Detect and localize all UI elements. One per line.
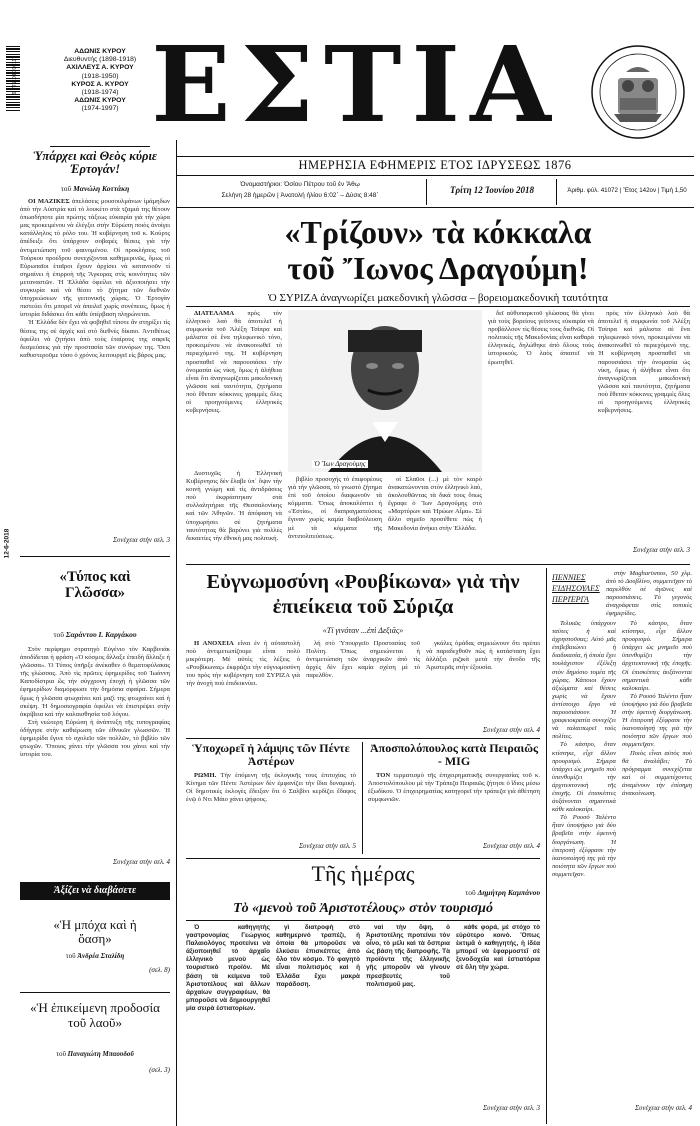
right-column-continued[interactable]: Συνέχεια στὴν σελ. 4: [635, 1104, 692, 1112]
day-byline-prefix: τοῦ: [465, 888, 476, 897]
issue-number: Ἀριθμ. φύλ. 41072 | Ἔτος 142ον | Τιμή 1,50: [567, 187, 687, 194]
typos-continued[interactable]: Συνέχεια στὴν σελ. 4: [113, 858, 170, 866]
rubicon-text-3: γκάλες ὁμάδας σημειώνουν ὅτι πρέπει νὰ παραδεχθοῦν πὼς ἡ κατάσταση ἔχει ἀλλάξει ριζικὰ μετὰ τὴν ἄνοδο τῆς Ἀριστερᾶς στὴν ἐξουσία.: [426, 640, 540, 672]
right-column-rule: [546, 568, 547, 1124]
day-text-1: Ὁ καθηγητὴς γαστρονομίας Γεώργιος Παλαιολόγος προτείνει νὰ ἀξιοποιηθεῖ τὸ ἀρχαῖο ἑλληνικὸ μενοὺ ὡς τουριστικὸ προϊόν. Μὲ βάση τὰ κείμενα τοῦ Ἀριστοτέλους καὶ ἄλλων ἀρχαίων συγγραφέων, θὰ μποροῦσε νὰ δημιουργηθεῖ μία σειρὰ ἐστιατορίων.: [186, 924, 270, 1012]
right-column-text-b3: Ποιὸς εἶναι αὐτὸς ποὺ θὰ ἀναλάβει; Τὸ πρόγραμμα συνεχίζεται καὶ οἱ συμμετέχοντες ἀναμένουν τὴν ἐπίσημη ἀνακοίνωση.: [622, 749, 692, 797]
five-stars-text: Τὴν ἐπόμενη τῆς ἐκλογικῆς τους ἐπιτυχίας τὸ Κίνημα τῶν Πέντε Ἀστέρων δὲν ἐμφανίζει τὴν ἴδια δυναμική. Οἱ δημοτικὲς ἐκλογὲς ἔδειξαν ὅτι ὁ Σαλβίνι κερδίζει ἔδαφος ἐνῷ ὁ Ντι Μάιο χάνει ψήφους.: [186, 772, 356, 804]
typos-text: Στὸν περίφημο στρατηγὸ Εὐγένιο τὸν Καρβινιάκ ἀποδίδεται ἡ φράση «Ὁ κόσμος ἄλλαξε ἐπειδὴ ἄλλαξε ἡ γλῶσσα». Ὁ Τύπος ὑπῆρξε ἀνέκαθεν ὁ θεματοφύλακας τῆς γλώσσας. Ἀπὸ τὶς πρῶτες ἐφημερίδες τοῦ Ἰωάννη Καποδίστρια ὣς τὴν σύγχρονη ἐποχὴ ἡ γλῶσσα τῶν ἐφημερίδων διαμόρφωσε τὴν δημόσια σφαίρα. Σήμερα ὅμως ἡ γλῶσσα φτωχαίνει καὶ μαζὶ της φτωχαίνει καὶ ἡ σκέψη. Ἡ δημοσιογραφία ὀφείλει νὰ ἐπιστρέψει στὴν ἀκρίβεια καὶ τὴν καλαισθησία τοῦ λόγου.: [20, 646, 170, 718]
editorial-text: ἀπελάσεις μουσουλμάνων ἰμάμηδων ἀπὸ τὴν Αὐστρία καὶ τὸ λουκέτο στὰ τζαμιά της θέτουν ὁπωσδήποτε μία πρώτης τάξεως εὐκαιρία γιὰ τὴν χώρα μας προκειμένου νὰ ἐλέγξει στὴν Εὐρώπη ποιὸς ἀνοίγει κατάλληλος τὸ ρόλο του. Ἡ κυβέρνηση τοῦ κ. Κούρτς ἀπέδειξε ὅτι ὑπάρχουν σοβαρὲς θέσεις γιὰ τὴν ἀντιμετώπιση τοῦ φαινομένου. Οἱ προκλήσεις τοῦ Τούρκου προέδρου συνεχίζονται καθημερινῶς, ὅμως οἱ Εὐρωπαῖοι ἑταῖροι ἔχουν ἀρχίσει νὰ κατανοοῦν τί σημαίνει ἡ ἐπιρροὴ τῆς Ἄγκυρας στὶς κοινότητες τῶν μεταναστῶν. Ἡ Ἑλλάδα ὀφείλει νὰ ἀξιοποιήσει τὴν συγκυρία καὶ νὰ θέσει τὸ ζήτημα τῶν διεθνῶν ὑποχρεώσεων τῆς γειτονικῆς χώρας. Ὁ Ἐρτογὰν πιστεύει ὅτι μπορεῖ νὰ ἀπειλεῖ χωρὶς συνέπειες, ὅμως ἡ ἱστορία διδάσκει ὅτι κάθε ὑπέρβαση πληρώνεται.: [20, 198, 170, 319]
must-read-item-2-prefix: τοῦ: [56, 1050, 66, 1058]
day-header: Τῆς ἡμέρας: [311, 861, 415, 886]
founder-4-role: (1974-1997): [81, 105, 119, 113]
lead-continued[interactable]: Συνέχεια στὴν σελ. 3: [633, 546, 690, 554]
right-column-text-top: στὴν Magharismos, 50 χλμ. ἀπὸ τὸ Δουβλίνο, συμμετεῖχαν τὸ παρελθόν σὲ ἀγῶνες καὶ παρουσιάσεις. Τὸ γεγονὸς ἀναγράφεται στὶς τοπικὲς ἐφημερίδες.: [606, 570, 692, 618]
must-read-divider: [20, 992, 170, 993]
five-stars-lead: ΡΩΜΗ.: [194, 772, 217, 779]
founder-1-role: Διευθυντής (1898-1918): [63, 56, 137, 64]
day-author: Δημήτρη Καμπάνου: [477, 888, 540, 897]
founder-3-role: (1918-1974): [81, 89, 119, 97]
lead-text-col-4: οἱ Σλαῦοι (...) μὲ τὸν καιρὸ ἀνακατώνονται στὸν ἑλληνικὸ λαὸ, ἀκολουθῶντας τὰ δικά τους ὅπως ἔγραφε ὁ Ἴων Δραγούμης στὸ «Μαρτύρων καὶ Ἡρώων Αἷμα». Σὲ ἄλλο σημεῖο προσέθετε πὼς ἡ Μακεδονία ἀνήκει στὴν Ἑλλάδα.: [388, 476, 482, 532]
typos-body: [20, 646, 170, 856]
typos-byline: [20, 630, 170, 639]
rubicon-text-2: λή στὸ Ὑπουργεῖο Προστασίας τοῦ Πολίτη. Ὅπως σημειώνεται ἡ ἀντιμετώπιση τῶν ἀναρχικῶν ἀπὸ τὶς ἀρχὲς δὲν ἔχει καμία σχέση μὲ τὸ παρελθὸν.: [306, 640, 420, 680]
founder-4-name: ΑΔΩΝΙΣ ΚΥΡΟΥ: [74, 97, 126, 105]
info-strip: [176, 177, 694, 207]
typos-text-2: Στὴ νεώτερη Εὐρώπη ἡ ἀνάπτυξη τῆς τυπογραφίας ὁδήγησε στὴν καθιέρωση τῶν ἐθνικῶν γλωσσῶν. Ἡ ἐφημερίδα ἔγινε τὸ σχολεῖο τῶν πολλῶν, τὸ βιβλίο τῶν φτωχῶν. Ὅποιος χάνει τὴν γλῶσσα του χάνει καὶ τὴν ἱστορία του.: [20, 718, 170, 759]
must-read-item-2-byline: [20, 1050, 170, 1058]
info-divider-2: [556, 179, 557, 205]
left-article-typos: [20, 560, 170, 872]
rubicon-col-1: [186, 640, 300, 724]
must-read-box: [20, 882, 170, 1112]
piraeus-body: [368, 772, 540, 842]
lead-text-col-2: Δυστυχῶς ἡ Ἑλληνικὴ Κυβέρνησις δὲν ἔλαβε ὑπ᾽ ὄψιν τὴν κοινὴ γνώμη καὶ τὶς ἀντιδράσεις ποὺ ἐκφράστηκαν στὰ συλλαλητήρια τῆς Θεσσαλονίκης καὶ τῶν Ἀθηνῶν. Ἡ ἀπόφαση νὰ ὑποχωρήσει σὲ ζητήματα ταυτότητας θὰ βαρύνει γιὰ πολλὲς δεκαετίες τὴν ἐθνικὴ μας πολιτική.: [186, 470, 282, 542]
lead-title-line-1: «Τρίζουν» τὰ κόκκαλα: [284, 214, 592, 250]
day-col-2: [276, 924, 360, 1120]
issue-date: Τρίτη 12 Ἰουνίου 2018: [449, 185, 534, 195]
must-read-item-1-title: «Ἡ μπόχα καὶ ἡ ὄαση»: [53, 917, 137, 946]
barcode-digits: 9 771109 700117: [12, 55, 18, 95]
rubicon-lead: Η ΑΝΟΧΕΙΑ: [194, 640, 234, 647]
lead-subtitle-rule: [186, 306, 690, 307]
editorial-author: Μανώλη Κοττάκη: [73, 184, 130, 193]
piraeus-lead: ΤΟΝ: [376, 772, 391, 779]
founder-2-name: ΑΧΙΛΛΕΥΣ Α. ΚΥΡΟΥ: [66, 64, 134, 72]
day-title: Τὸ «μενοὺ τοῦ Ἀριστοτέλους» στὸν τουρισμό: [233, 901, 493, 916]
piraeus-continued[interactable]: Συνέχεια στὴν σελ. 4: [483, 842, 540, 850]
founder-2-role: (1918-1950): [81, 72, 119, 80]
founder-1-name: ΑΔΩΝΙΣ ΚΥΡΟΥ: [74, 48, 126, 55]
right-column-top: [606, 570, 692, 618]
piraeus-title: Ἀποσπολόπουλος κατὰ Πειραιῶς - MIG: [369, 741, 539, 768]
day-title-rule: [186, 920, 540, 921]
right-column-text: Τελικῶς ὑπάρχουν ταύτες ἡ καὶ ἀχρηστοῦσας; Αὐτὸ μᾶς ἐπιβεβαιώνει ἡ διαδικασία, ἡ ὁποία ἔχει τουλάχιστον ἐξέλιξη στὸν δημόσιο τομέα τῆς χώρας. Κάποιοι ἔχουν ἀξιώματα καὶ θέσεις χωρὶς νὰ ἔχουν ἀντίστοιχο ἔργο νὰ παρουσιάσουν. Ἡ γραφειοκρατία συνεχίζει νὰ ταλαιπωρεῖ τοὺς πολίτες.: [552, 620, 616, 741]
editorial-byline-prefix: τοῦ: [60, 184, 72, 193]
rubicon-col-2: [306, 640, 420, 724]
five-stars-title: Ὑποχωρεῖ ἡ λάμψις τῶν Πέντε Ἀστέρων: [192, 741, 350, 768]
lead-col-5: [488, 310, 594, 560]
rubicon-kicker: «Τί γινόταν ...ἐπὶ Δεξιᾶς»: [322, 626, 404, 635]
dragoumis-photo: [288, 310, 482, 472]
masthead-rule-2: [176, 175, 694, 176]
lead-story-subtitle: Ὁ ΣΥΡΙΖΑ ἀναγνωρίζει μακεδονικὴ γλῶσσα – βορειομακεδονικὴ ταυτότητα: [268, 292, 608, 304]
must-read-item-1-author: Ἀνδρέα Σταλίδη: [77, 952, 125, 960]
day-top-rule: [186, 858, 540, 859]
spine-date: 12-6-2018: [3, 528, 11, 559]
day-text-3: ναὶ τὴν ὄψη, ὁ Ἀριστοτέλης προτείνει τὸν οἶνο, τὸ μέλι καὶ τὰ ὄσπρια ὡς βάση τῆς διατροφῆς. Τὰ προϊόντα τῆς ἑλληνικῆς γῆς μποροῦν νὰ γίνουν πρεσβευτὲς τοῦ πολιτισμοῦ μας.: [366, 924, 450, 988]
rubicon-col-3: [426, 640, 540, 724]
masthead-title: ΕΣΤΙΑ: [151, 23, 561, 146]
right-column-text-b1: Τὸ κάστρο, ὅταν κτίστηκε, εἶχε ἄλλον προορισμὸ. Σήμερα ὑπάρχει ὡς μνημεῖο ποὺ ὑπενθυμίζει τὴν ἀρχιτεκτονικὴ τῆς ἐποχῆς. Οἱ ἐπισκέπτες ἀυξάνονται σημαντικὰ κάθε καλοκαίρι.: [622, 620, 692, 692]
rubicon-bottom-rule: [186, 738, 540, 739]
lead-text-col-3: βιβλίο προσοχής τὸ ἐπιφορέους γιὰ τὴν γλῶσσα, τὸ γνωστὸ ζήτημα ἐπὶ τοῦ ὁποίου διαφωνοῦν τὰ κόμματα. Ὅπως ἀποκαλύπτει ἡ «Ἑστία», οἱ διαπραγματεύσεις ἔγιναν χωρὶς καμία διαβούλευση μὲ τὰ κόμματα τῆς ἀντιπολιτεύσεως.: [288, 476, 382, 540]
masthead-subtitle: ΗΜΕΡΗΣΙΑ ΕΦΗΜΕΡΙΣ ΕΤΟΣ ΙΔΡΥΣΕΩΣ 1876: [298, 158, 572, 172]
typos-title: «Τύπος καὶ Γλῶσσα»: [59, 569, 131, 601]
editorial-body: [20, 198, 170, 528]
lead-col-4: [388, 476, 482, 560]
day-col-1: [186, 924, 270, 1120]
must-read-item-2-title: «Ἡ ἐπικείμενη προδοσία τοῦ λαοῦ»: [30, 1000, 160, 1030]
day-text-2: γὶ διατροφὴ στὸ καθημερινό τραπέζι, ἡ ὁποία θὰ μποροῦσε νὰ ἑλκύσει ἐπισκέπτες ἀπὸ ὅλο τὸν κόσμο. Τὸ φαγητὸ εἶναι πολιτισμὸς καὶ ἡ Ἑλλάδα ἔχει μακρὰ παράδοση.: [276, 924, 360, 988]
five-stars-continued[interactable]: Συνέχεια στὴν σελ. 5: [299, 842, 356, 850]
day-text-4: κάθε φορά, μὲ στόχο τὸ εὐρύτερο κοινὸ. Ὅπως ἐκτιμᾶ ὁ καθηγητής, ἡ ἰδέα μπορεῖ νὰ ἐφαρμοστεῖ σὲ ξενοδοχεῖα καὶ ἑστιατόρια σὲ ὅλη τὴν χώρα.: [456, 924, 540, 972]
lead-col-6: [598, 310, 690, 546]
typos-byline-prefix: τοῦ: [53, 630, 64, 639]
lead-text-col-5: δεῖ αὐθυπαρκτοῦ γλώσσας θὰ γίνει γιὰ τοὺς βορείους γείτονες εὐκαιρία νὰ προβάλλουν τὶς θέσεις τους διεθνῶς. Οἱ πολιτικὲς τῆς Μακεδονίας εἶναι καθαρὰ ἑλληνικὲς, δηλώθηκε ἀπὸ ὅλους τοὺς ἱστορικοὺς. Ὁ λαὸς ἀπαιτεῖ νὰ ἐρωτηθεῖ.: [488, 310, 594, 366]
emblem-logo: [590, 44, 686, 140]
editorial-lead: ΟΙ ΜΑΖΙΚΕΣ: [28, 198, 70, 205]
right-column-body: [552, 620, 616, 1114]
rubicon-title: Εὐγνωμοσύνη «Ρουβίκωνα» γιὰ τὴν ἐπιείκεια τοῦ Σύριζα: [206, 571, 520, 618]
day-byline: [340, 888, 540, 897]
typos-author: Σαράντου Ι. Καργάκου: [65, 630, 137, 639]
lead-col-2: [186, 470, 282, 560]
day-col-3: [366, 924, 450, 1120]
day-col-4: [456, 924, 540, 1104]
five-stars-body: [186, 772, 356, 842]
must-read-item-2[interactable]: [20, 996, 170, 1108]
rubicon-text-1: εἶναι ἐν ἡ αὐταστολὴ ποὺ ἀντιμετωπίζουμε εἶναι πολὺ μικρότερη. Μὲ αὐτὲς τὶς λέξεις ὁ «Ρουβίκωνας» ἐκφράζει τὴν εὐγνωμοσύνη του πρὸς τὴν κυβέρνηση τοῦ ΣΥΡΙΖΑ γιὰ τὴν ἀνοχὴ ποὺ ἐπιδεικνύει.: [186, 640, 300, 688]
lead-text-col-6: πρὸς τὸν ἑλληνικὸ λαὸ θὰ ἀποτελεῖ ἡ συμφωνία τοῦ Ἀλέξη Τσίπρα καὶ μάλιστα σὲ ἕνα τηλεφωνικὸ τόνο, προκειμένου νὰ ἀνακοινωθεῖ τὸ περιεχόμενό της. Ἡ κυβέρνηση προσπαθεῖ νὰ παρουσιάσει τὴν ὀνομασία ὡς νίκη, ὅμως ἡ ἀλήθεια εἶναι ὅτι ἀναγνωρίζεται μακεδονικὴ γλῶσσα καὶ ταυτότητα, ζητήματα ποὺ ἔθεταν κόκκινες γραμμὲς ὅλες οἱ προηγούμενες ἑλληνικὲς κυβερνήσεις.: [598, 310, 690, 415]
right-column-text-3: Τὸ Ρουσό Ταλέντο ἦταν ὑποψήφιο γιὰ δύο βραβεῖα στὴν ἐφετινὴ διοργάνωση. Ἡ ἐπιτροπὴ ἐξέφρασε τὴν ἱκανοποίησή της γιὰ τὴν ποιότητα τῶν ἔργων ποὺ συμμετεῖχαν.: [552, 814, 616, 878]
day-continued[interactable]: Συνέχεια στὴν σελ. 3: [483, 1104, 540, 1112]
moon-sun: Σελήνη 28 ἡμερῶν | Ἀνατολή ἡλίου 6:02΄ – Δύσις 8:48΄: [221, 192, 379, 199]
nameday: Ὀνομαστήριοι: Ὁσίου Πέτρου τοῦ ἐν Ἄθῳ: [240, 181, 360, 188]
editorial-byline: [20, 184, 170, 193]
must-read-item-1-prefix: τοῦ: [65, 952, 76, 960]
must-read-item-1[interactable]: [20, 908, 170, 988]
photo-caption: Ὁ Ἴων Δραγούμης: [314, 460, 366, 468]
lead-title-line-2: τοῦ Ἴωνος Δραγούμη!: [287, 250, 589, 286]
editorial-title: Ὑπάρχει καὶ Θεὸς κύριε Ἐρτογάν!: [32, 149, 158, 177]
must-read-item-2-author: Παναγιώτη Μπαουδοῦ: [67, 1050, 134, 1058]
info-divider-1: [426, 179, 427, 205]
editorial-continued[interactable]: Συνέχεια στὴν σελ. 3: [113, 536, 170, 544]
left-divider-1: [20, 556, 170, 557]
founders-list: [48, 48, 152, 114]
editorial-text-2: Ἡ Ἑλλάδα δὲν ἔχει νὰ φοβηθεῖ τίποτε ἂν στηρίξει τὶς θέσεις της σὲ ἀρχὲς καὶ στὸ διεθνὲς δίκαιο. Ἀντιθέτως ὀφείλει νὰ ζητήσει ἀπὸ τοὺς ἑταίρους της σαφεῖς δεσμεύσεις γιὰ τὴν προστασία τῶν συνόρων της. Ὅσο καθυστεροῦμε τόσο ὁ χρόνος λειτουργεῖ εἰς βάρος μας.: [20, 319, 170, 359]
lead-bottom-rule: [186, 564, 690, 565]
right-column-header: ΠΕΝΝΙΕΣ ΕἸΔΉΣΟΥΛΕΣ ΠΕΡΙΈΡΓΑ: [552, 573, 600, 604]
must-read-header: Ἀξίζει νὰ διαβάσετε: [20, 882, 170, 900]
must-read-item-2-page: (σελ. 3): [149, 1066, 170, 1074]
must-read-item-1-page: (σελ. 8): [149, 966, 170, 974]
piraeus-text: τερματισμὸ τῆς ἐπιχειρηματικῆς συνεργασίας τοῦ κ. Ἀποστολόπουλου μὲ τὴν Τράπεζα Πειραιῶς ζήτησε ὁ ἴδιος μέσω ἐξωδίκου. Ὁ ἐπιχειρηματίας κατηγορεῖ τὴν τράπεζα γιὰ ἀθέτηση συμφωνιῶν.: [368, 772, 540, 804]
founder-3-name: ΚΥΡΟΣ Α. ΚΥΡΟΥ: [71, 80, 129, 88]
lead-story-title: [186, 214, 690, 286]
masthead-rule-3: [176, 207, 694, 208]
lead-story-lead: ΔΙΑΤΕΛΑΜΑ: [194, 310, 235, 317]
rubicon-continued[interactable]: Συνέχεια στὴν σελ. 4: [483, 726, 540, 734]
must-read-item-1-byline: [20, 952, 170, 960]
right-column-body-b: [622, 620, 692, 1100]
left-editorial: [20, 140, 170, 550]
right-column-text-2: Τὸ κάστρο, ὅταν κτίστηκε, εἶχε ἄλλον προορισμὸ. Σήμερα ὑπάρχει ὡς μνημεῖο ποὺ ὑπενθυμίζει τὴν ἀρχιτεκτονικὴ τῆς ἐποχῆς. Οἱ ἐπισκέπτες ἀυξάνονται σημαντικὰ κάθε καλοκαίρι.: [552, 741, 616, 814]
editorial-top-rule: [50, 146, 150, 147]
five-stars-divider: [362, 742, 363, 854]
lead-text-col-1: πρὸς τὸν ἑλληνικὸ λαὸ θὰ ἀποτελεῖ ἡ συμφωνία τοῦ Ἀλέξη Τσίπρα καὶ μάλιστα σὲ ἕνα τηλεφωνικὸ τόνο, προκειμένου νὰ ἀνακοινωθεῖ τὸ περιεχόμενό της. Ἡ κυβέρνηση προσπαθεῖ νὰ παρουσιάσει τὴν ὀνομασία ὡς νίκη, ὅμως ἡ ἀλήθεια εἶναι ὅτι ἀναγνωρίζεται μακεδονικὴ γλῶσσα καὶ ταυτότητα, ζητήματα ποὺ ἔθεταν κόκκινες γραμμὲς ὅλες οἱ προηγούμενες ἑλληνικὲς κυβερνήσεις.: [186, 310, 282, 415]
left-column-rule: [176, 140, 177, 1126]
right-column-text-b2: Τὸ Ρουσό Ταλέντο ἦταν ὑποψήφιο γιὰ δύο βραβεῖα στὴν ἐφετινὴ διοργάνωση. Ἡ ἐπιτροπὴ ἐξέφρασε τὴν ἱκανοποίησή της γιὰ τὴν ποιότητα τῶν ἔργων ποὺ συμμετεῖχαν.: [622, 692, 692, 749]
lead-col-3: [288, 476, 382, 560]
masthead-rule: [176, 156, 694, 157]
